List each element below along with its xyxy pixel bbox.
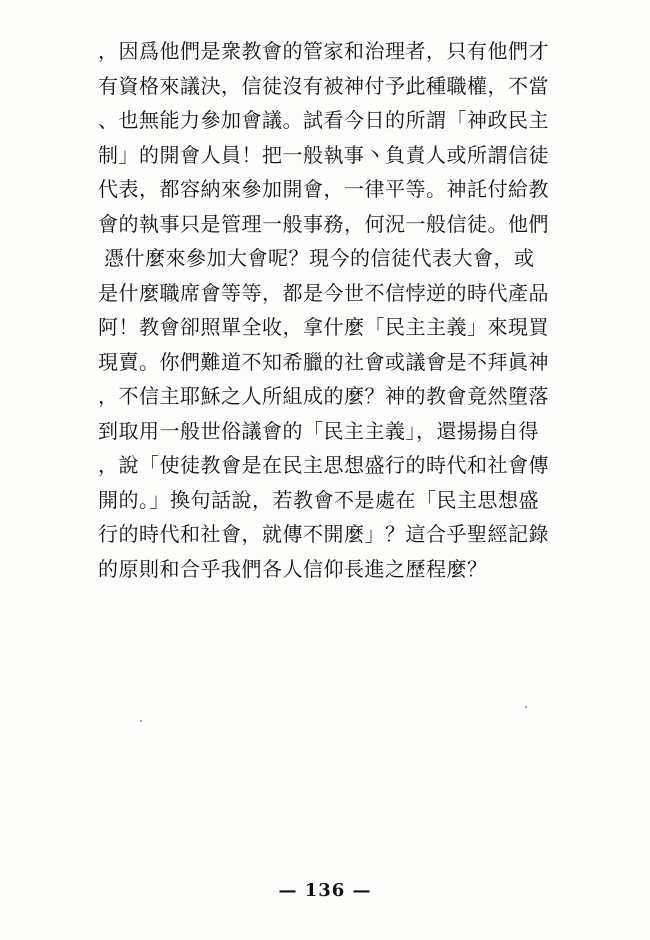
text-line: 現賣。你們難道不知希臘的社會或議會是不拜眞神 (98, 349, 549, 374)
scan-speck (140, 720, 142, 722)
text-line: ，因爲他們是衆教會的管家和治理者，只有他們才 (98, 39, 549, 63)
text-line: 會的執事只是管理一般事務，何況一般信徒。他們 (98, 211, 549, 236)
page-number: — 136 — (278, 880, 372, 901)
text-line: 代表，都容納來參加開會，一律平等。神託付給教 (98, 177, 549, 201)
text-line: 制」的開會人員！把一般執事丶負責人或所謂信徒 (98, 142, 549, 167)
text-line: 有資格來議決，信徒沒有被神付予此種職權，不當 (98, 73, 549, 98)
text-line: ，不信主耶穌之人所組成的麼？神的教會竟然墮落 (98, 384, 549, 408)
text-line: 阿！教會卻照單全收，拿什麼「民主主義」來現買 (98, 315, 549, 339)
text-line: ，說「使徒教會是在民主思想盛行的時代和社會傳 (98, 453, 549, 477)
body-text (98, 34, 568, 586)
text-line: 行的時代和社會，就傳不開麼」？這合乎聖經記錄 (98, 522, 549, 546)
text-line: 憑什麼來參加大會呢？現今的信徒代表大會，或 (104, 246, 535, 270)
text-line: 是什麼職席會等等，都是今世不信悖逆的時代產品 (98, 280, 549, 305)
text-line: 、也無能力參加會議。試看今日的所謂「神政民主 (98, 108, 549, 132)
text-line: 的原則和合乎我們各人信仰長進之歷程麼？ (98, 556, 488, 581)
text-line: 開的。」換句話說，若教會不是處在「民主思想盛 (98, 487, 539, 512)
text-line: 到取用一般世俗議會的「民主主義」，還揚揚自得 (98, 418, 539, 443)
scan-speck (525, 706, 527, 708)
